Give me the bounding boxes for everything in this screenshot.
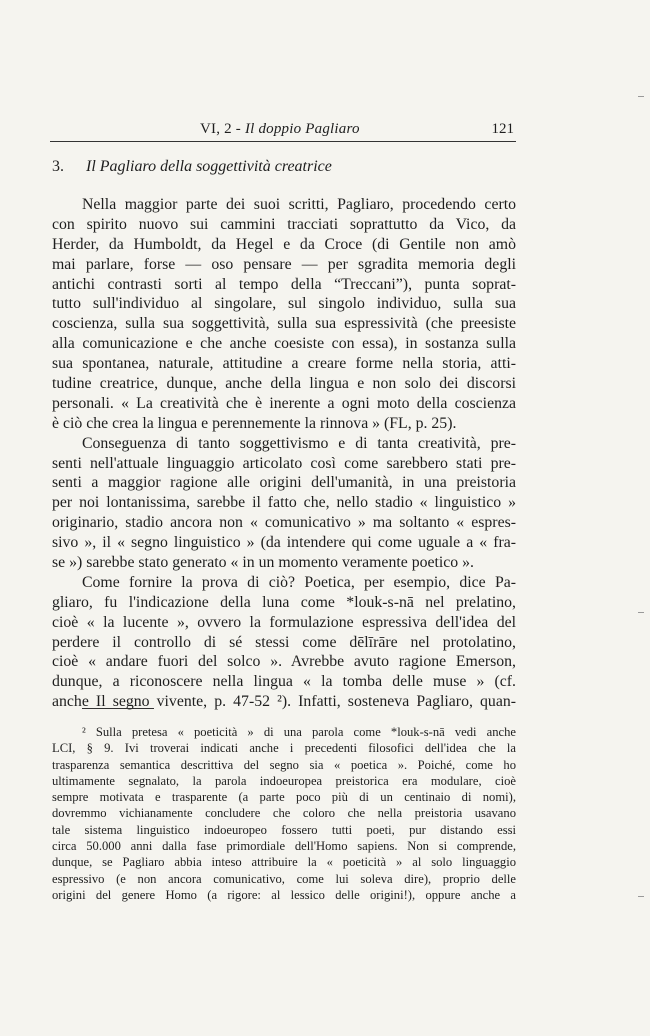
body-line: sua spontanea, naturale, attitudine a creare forme nella storia, atti- — [52, 355, 516, 373]
running-head-chapter: VI, 2 - — [200, 121, 245, 137]
body-line: Come fornire la prova di ciò? Poetica, per esempio, dice Pa- — [82, 573, 516, 591]
running-head-title: Il doppio Pagliaro — [244, 121, 360, 137]
running-head — [200, 121, 360, 138]
body-text — [52, 195, 516, 712]
footnote-line: espressivo (e non ancora comunicativo, come lui soleva dire), proprio delle — [52, 871, 516, 886]
scan-edge-mark — [638, 896, 644, 897]
running-header — [50, 119, 516, 142]
body-line: sivo », il « segno linguistico » (da intendere qui come uguale a « fra- — [52, 534, 516, 552]
body-line: gliaro, fu l'indicazione della luna come *louk-s-nā nel prelatino, — [52, 593, 516, 611]
body-line: mai parlare, forse — oso pensare — per sgradita memoria degli — [52, 255, 516, 273]
body-line: è ciò che crea la lingua e perennemente la rinnova » (FL, p. 25). — [52, 414, 457, 432]
body-line: se ») sarebbe stato generato « in un momento veramente poetico ». — [52, 554, 474, 572]
body-line: cioè « andare fuori del solco ». Avrebbe avuto ragione Emerson, — [52, 653, 516, 671]
body-line: Conseguenza di tanto soggettivismo e di tanta creatività, pre- — [82, 434, 516, 452]
body-line: cioè « la lucente », ovvero la formulazione espressiva dell'idea del — [52, 613, 516, 631]
body-line: senti nell'attuale linguaggio articolato così come sarebbero stati pre- — [52, 454, 516, 472]
footnote-line: origini del genere Homo (a rigore: al lessico delle origini!), oppure anche a — [52, 887, 516, 902]
body-line: tudine creatrice, dunque, anche della lingua e non solo dei discorsi — [52, 375, 516, 393]
body-line: anche Il segno vivente, p. 47-52 ²). Infatti, sosteneva Pagliaro, quan- — [52, 693, 516, 711]
body-line: antichi contrasti sorti al tempo della “Treccani”), punta soprat- — [52, 275, 516, 293]
footnote-line: sempre motivata e trasparente (a parte poco più di un centinaio di nomi), — [52, 790, 516, 805]
section-heading — [52, 158, 332, 176]
body-line: Herder, da Humboldt, da Hegel e da Croce (di Gentile non amò — [52, 235, 516, 253]
body-line: coscienza, sulla sua soggettività, sulla sua espressività (che preesiste — [52, 315, 516, 333]
body-line: perdere il controllo di sé stessi come dēlīrāre nel protolatino, — [52, 633, 516, 651]
body-line: per noi lontanissima, sarebbe il fatto che, nello stadio « linguistico » — [52, 494, 516, 512]
body-line: tutto sull'individuo al singolare, sul singolo individuo, sulla sua — [52, 295, 516, 313]
footnote-block — [52, 724, 516, 903]
body-line: con spirito nuovo sui cammini tracciati soprattutto da Vico, da — [52, 215, 516, 233]
footnote-line: tale sistema linguistico indoeuropeo fossero tutti poeti, pur distando essi — [52, 822, 516, 837]
section-title: Il Pagliaro della soggettività creatrice — [86, 158, 332, 175]
page-number: 121 — [491, 121, 514, 137]
footnote-line: trasparenza semantica descrittiva del segno sia « poetica ». Poiché, come ho — [52, 757, 516, 772]
section-number: 3. — [52, 158, 64, 175]
body-line: originario, stadio ancora non « comunicativo » ma soltanto « espres- — [52, 514, 516, 532]
body-line: personali. « La creatività che è inerente a ogni moto della coscienza — [52, 394, 516, 412]
body-line: dunque, a riconoscere nella lingua « la tomba delle muse » (cf. — [52, 673, 516, 691]
footnote-line: dunque, se Pagliaro abbia inteso attribuire la « poeticità » al solo linguaggio — [52, 855, 516, 870]
body-line: Nella maggior parte dei suoi scritti, Pagliaro, procedendo certo — [82, 196, 516, 213]
footnote-line: LCI, § 9. Ivi troverai indicati anche i precedenti filosofici dell'idea che la — [52, 741, 516, 756]
footnote-line: ultimamente segnalato, la parola indoeuropea preistorica era modulare, cioè — [52, 773, 516, 788]
footnote-line: ² Sulla pretesa « poeticità » di una parola come *louk-s-nā vedi anche — [82, 725, 516, 739]
scan-edge-mark — [638, 612, 644, 613]
scan-edge-mark — [638, 96, 644, 97]
body-line: alla comunicazione e che anche coesiste con essa), in sostanza sulla — [52, 335, 516, 353]
body-line: senti a maggior ragione alle origini dell'umanità, in una preistoria — [52, 474, 516, 492]
footnote-line: circa 50.000 anni dalla fase primordiale dell'Homo sapiens. Non si comprende, — [52, 839, 516, 854]
footnote-separator — [82, 708, 154, 709]
footnote-line: dovremmo vichianamente concludere che coloro che nella preistoria usavano — [52, 806, 516, 821]
